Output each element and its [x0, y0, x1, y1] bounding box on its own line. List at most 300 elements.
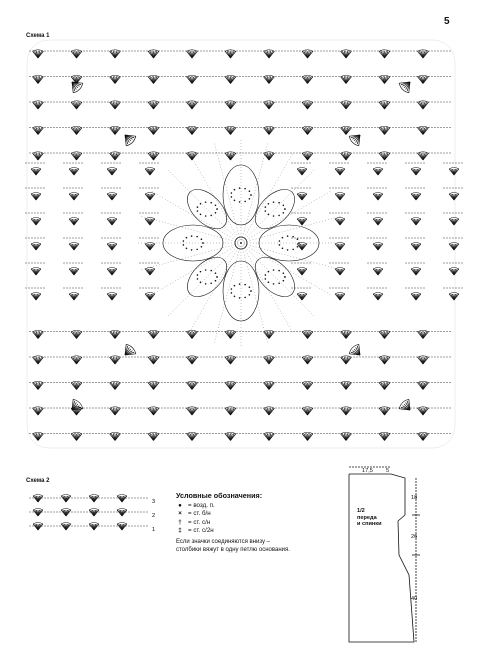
chain-dot: [291, 262, 292, 263]
chain-dot: [197, 76, 198, 77]
chain-dot: [86, 382, 87, 383]
chain-dot: [294, 187, 295, 188]
chain-dot: [89, 152, 90, 153]
chain-dot: [134, 433, 135, 434]
chain-dot: [374, 407, 375, 408]
chain-dot: [146, 407, 147, 408]
chain-dot: [437, 407, 438, 408]
chain-dot: [446, 331, 447, 332]
chain-dot: [335, 162, 336, 163]
chain-dot: [320, 433, 321, 434]
chain-dot: [251, 382, 252, 383]
chain-dot: [347, 187, 348, 188]
chain-dot: [185, 127, 186, 128]
part-fraction: 1/2: [357, 508, 365, 514]
chain-dot: [167, 76, 168, 77]
chain-dot: [416, 407, 417, 408]
chain-dot: [134, 127, 135, 128]
chain-dot: [411, 187, 412, 188]
chain-dot: [306, 262, 307, 263]
chain-dot: [299, 356, 300, 357]
chain-dot: [170, 76, 171, 77]
chain-dot: [173, 356, 174, 357]
chain-dot: [197, 50, 198, 51]
chain-dot: [367, 237, 368, 238]
chain-dot: [443, 237, 444, 238]
chain-dot: [29, 511, 30, 512]
chain-dot: [434, 101, 435, 102]
chain-dot: [251, 433, 252, 434]
chain-dot: [443, 287, 444, 288]
chain-dot: [353, 50, 354, 51]
chain-dot: [239, 407, 240, 408]
chain-dot: [34, 162, 35, 163]
chain-dot: [44, 511, 45, 512]
chain-dot: [296, 152, 297, 153]
chain-dot: [125, 50, 126, 51]
chain-dot: [294, 162, 295, 163]
chain-dot: [191, 101, 192, 102]
chain-dot: [86, 331, 87, 332]
stitch-fan: [145, 168, 155, 176]
radial-chain: [167, 169, 241, 243]
chain-dot: [148, 287, 149, 288]
chain-dot: [170, 356, 171, 357]
chain-dot: [209, 101, 210, 102]
chain-dot: [92, 356, 93, 357]
chain-dot: [320, 76, 321, 77]
chain-dot: [254, 356, 255, 357]
chain-dot: [215, 50, 216, 51]
chain-dot: [146, 525, 147, 526]
chain-dot: [98, 101, 99, 102]
chain-dot: [125, 101, 126, 102]
chain-dot: [29, 382, 30, 383]
chain-dot: [458, 262, 459, 263]
chain-dot: [137, 76, 138, 77]
chain-dot: [221, 50, 222, 51]
chain-dot: [236, 101, 237, 102]
chain-dot: [209, 50, 210, 51]
chain-dot: [377, 331, 378, 332]
chain-dot: [139, 262, 140, 263]
chain-dot: [254, 331, 255, 332]
chain-dot: [116, 287, 117, 288]
stitch-fan: [71, 101, 82, 109]
chain-dot: [66, 187, 67, 188]
chain-dot: [113, 237, 114, 238]
chain-dot: [75, 237, 76, 238]
chain-dot: [335, 382, 336, 383]
chain-dot: [221, 356, 222, 357]
chain-dot: [365, 127, 366, 128]
chain-dot: [296, 382, 297, 383]
chain-dot: [69, 262, 70, 263]
chain-dot: [385, 212, 386, 213]
chain-dot: [332, 50, 333, 51]
chain-dot: [104, 237, 105, 238]
chain-dot: [377, 356, 378, 357]
chain-dot: [269, 433, 270, 434]
chain-dot: [407, 433, 408, 434]
chain-dot: [386, 76, 387, 77]
chain-dot: [423, 237, 424, 238]
chain-dot: [414, 162, 415, 163]
chain-dot: [98, 76, 99, 77]
chain-dot: [113, 76, 114, 77]
chain-dot: [38, 407, 39, 408]
chain-dot: [332, 101, 333, 102]
chain-dot: [383, 152, 384, 153]
chain-dot: [251, 101, 252, 102]
chain-dot: [170, 382, 171, 383]
stitch-fan: [449, 218, 459, 226]
stitch-fan: [373, 193, 383, 201]
chain-dot: [458, 162, 459, 163]
chain-dot: [449, 262, 450, 263]
chain-dot: [101, 407, 102, 408]
chain-dot: [128, 382, 129, 383]
chain-dot: [398, 76, 399, 77]
chain-dot: [173, 127, 174, 128]
chain-dot: [371, 407, 372, 408]
chain-dot: [107, 127, 108, 128]
chain-dot: [269, 101, 270, 102]
chain-dot: [104, 101, 105, 102]
chain-dot: [367, 212, 368, 213]
chain-dot: [98, 127, 99, 128]
chain-dot: [143, 50, 144, 51]
chain-dot: [367, 162, 368, 163]
chain-dot: [401, 76, 402, 77]
chain-dot: [203, 127, 204, 128]
chain-dot: [227, 433, 228, 434]
chain-dot: [443, 382, 444, 383]
stitch-fan: [302, 152, 313, 160]
chain-dot: [170, 407, 171, 408]
chain-dot: [437, 76, 438, 77]
chain-dot: [374, 356, 375, 357]
dim-armhole: 18: [411, 495, 418, 501]
stitch-fan: [297, 193, 307, 201]
chain-dot: [62, 101, 63, 102]
chain-dot: [423, 162, 424, 163]
chain-dot: [161, 152, 162, 153]
chain-dot: [74, 511, 75, 512]
chain-dot: [146, 331, 147, 332]
chain-dot: [185, 50, 186, 51]
chain-dot: [29, 127, 30, 128]
chain-dot: [431, 331, 432, 332]
chain-dot: [164, 50, 165, 51]
chain-dot: [452, 212, 453, 213]
chain-dot: [173, 50, 174, 51]
chain-dot: [37, 212, 38, 213]
chain-dot: [236, 356, 237, 357]
chain-dot: [291, 237, 292, 238]
chain-dot: [107, 262, 108, 263]
chain-dot: [134, 407, 135, 408]
chain-dot: [197, 433, 198, 434]
chain-dot: [251, 152, 252, 153]
chain-dot: [320, 331, 321, 332]
scheme2-row-numbers: [152, 499, 155, 533]
chain-dot: [185, 331, 186, 332]
chain-dot: [155, 331, 156, 332]
chain-dot: [107, 511, 108, 512]
chain-dot: [299, 76, 300, 77]
chain-dot: [116, 212, 117, 213]
legend-text: = ст. с/2н: [188, 526, 214, 534]
chain-dot: [242, 407, 243, 408]
chain-dot: [299, 152, 300, 153]
chain-dot: [382, 287, 383, 288]
chain-dot: [38, 127, 39, 128]
chain-dot: [377, 152, 378, 153]
chain-dot: [43, 287, 44, 288]
chain-dot: [290, 152, 291, 153]
chain-dot: [416, 101, 417, 102]
chain-dot: [110, 187, 111, 188]
chain-dot: [152, 127, 153, 128]
stitch-fan: [302, 407, 313, 415]
chain-dot: [287, 331, 288, 332]
chain-dot: [374, 152, 375, 153]
chain-dot: [142, 262, 143, 263]
chain-dot: [428, 407, 429, 408]
chain-dot: [257, 101, 258, 102]
chain-dot: [37, 262, 38, 263]
chain-dot: [206, 152, 207, 153]
chain-dot: [128, 152, 129, 153]
chain-dot: [92, 433, 93, 434]
chain-dot: [353, 76, 354, 77]
chain-dot: [72, 237, 73, 238]
chain-dot: [107, 50, 108, 51]
chain-dot: [86, 497, 87, 498]
chain-dot: [140, 101, 141, 102]
chain-dot: [335, 433, 336, 434]
chain-dot: [38, 331, 39, 332]
chain-dot: [359, 152, 360, 153]
chain-dot: [80, 525, 81, 526]
chain-dot: [218, 433, 219, 434]
chain-dot: [137, 382, 138, 383]
stitch-fan: [411, 243, 421, 251]
chain-dot: [173, 152, 174, 153]
chain-dot: [215, 433, 216, 434]
chain-dot: [119, 212, 120, 213]
chain-dot: [125, 356, 126, 357]
chain-dot: [353, 127, 354, 128]
chain-dot: [154, 162, 155, 163]
chain-dot: [101, 127, 102, 128]
chain-dot: [47, 382, 48, 383]
chain-dot: [113, 511, 114, 512]
chain-dot: [452, 262, 453, 263]
chain-dot: [410, 152, 411, 153]
chain-dot: [221, 127, 222, 128]
chain-dot: [365, 76, 366, 77]
chain-dot: [185, 152, 186, 153]
chain-dot: [392, 76, 393, 77]
chain-dot: [317, 152, 318, 153]
chain-dot: [221, 331, 222, 332]
chain-dot: [203, 76, 204, 77]
chain-dot: [122, 331, 123, 332]
chain-dot: [101, 101, 102, 102]
chain-dot: [107, 76, 108, 77]
chain-dot: [413, 356, 414, 357]
chain-dot: [437, 331, 438, 332]
chain-dot: [392, 101, 393, 102]
chain-dot: [113, 262, 114, 263]
chain-dot: [251, 50, 252, 51]
chain-dot: [53, 101, 54, 102]
chain-dot: [371, 76, 372, 77]
chain-dot: [119, 162, 120, 163]
chain-dot: [101, 525, 102, 526]
chain-dot: [291, 162, 292, 163]
chain-dot: [323, 101, 324, 102]
chain-dot: [374, 50, 375, 51]
chain-dot: [179, 101, 180, 102]
chain-dot: [410, 407, 411, 408]
chain-dot: [377, 433, 378, 434]
chain-dot: [98, 382, 99, 383]
stitch-fan: [69, 293, 79, 301]
chain-dot: [113, 187, 114, 188]
chain-dot: [95, 382, 96, 383]
chain-dot: [68, 356, 69, 357]
chain-dot: [203, 407, 204, 408]
chain-dot: [306, 162, 307, 163]
chain-dot: [320, 407, 321, 408]
chain-dot: [68, 152, 69, 153]
chain-dot: [145, 287, 146, 288]
chain-dot: [257, 50, 258, 51]
chain-dot: [104, 407, 105, 408]
chain-dot: [146, 356, 147, 357]
chain-dot: [95, 152, 96, 153]
chain-dot: [443, 101, 444, 102]
chain-dot: [287, 382, 288, 383]
chain-dot: [362, 407, 363, 408]
chain-dot: [200, 356, 201, 357]
chain-dot: [395, 152, 396, 153]
chain-dot: [338, 101, 339, 102]
chain-dot: [173, 331, 174, 332]
chain-dot: [176, 331, 177, 332]
chain-dot: [200, 152, 201, 153]
chain-dot: [260, 356, 261, 357]
chain-dot: [440, 101, 441, 102]
chain-dot: [185, 76, 186, 77]
chain-dot: [101, 497, 102, 498]
chain-dot: [449, 382, 450, 383]
chain-dot: [28, 262, 29, 263]
stitch-fan: [411, 268, 421, 276]
chain-dot: [137, 127, 138, 128]
chain-dot: [248, 101, 249, 102]
chain-dot: [59, 525, 60, 526]
chain-dot: [62, 433, 63, 434]
stitch-fan: [373, 168, 383, 176]
chain-dot: [152, 152, 153, 153]
chain-dot: [443, 433, 444, 434]
chain-dot: [143, 497, 144, 498]
chain-dot: [248, 331, 249, 332]
chain-dot: [461, 187, 462, 188]
chain-dot: [385, 287, 386, 288]
chain-dot: [398, 152, 399, 153]
chain-dot: [386, 407, 387, 408]
chain-dot: [440, 433, 441, 434]
chain-dot: [191, 152, 192, 153]
chain-dot: [383, 382, 384, 383]
chain-dot: [53, 433, 54, 434]
chain-dot: [414, 262, 415, 263]
chain-dot: [284, 152, 285, 153]
chain-dot: [31, 187, 32, 188]
chain-dot: [68, 407, 69, 408]
chain-dot: [446, 262, 447, 263]
chain-dot: [151, 262, 152, 263]
chain-dot: [287, 407, 288, 408]
radial-chain: [241, 169, 315, 243]
chain-dot: [122, 382, 123, 383]
chain-dot: [281, 433, 282, 434]
chain-dot: [414, 237, 415, 238]
chain-dot: [92, 127, 93, 128]
chain-dot: [446, 152, 447, 153]
chain-dot: [278, 331, 279, 332]
chain-dot: [332, 287, 333, 288]
chain-dot: [37, 187, 38, 188]
chain-dot: [290, 356, 291, 357]
chain-dot: [206, 50, 207, 51]
chain-dot: [376, 212, 377, 213]
chain-dot: [239, 433, 240, 434]
chain-dot: [368, 356, 369, 357]
chain-dot: [296, 101, 297, 102]
chain-dot: [86, 356, 87, 357]
radial-chain: [241, 243, 342, 270]
chain-dot: [29, 356, 30, 357]
chain-dot: [323, 433, 324, 434]
chain-dot: [446, 127, 447, 128]
chain-dot: [323, 331, 324, 332]
chain-dot: [182, 76, 183, 77]
chain-dot: [373, 262, 374, 263]
chain-dot: [125, 152, 126, 153]
chain-dot: [356, 331, 357, 332]
chain-dot: [428, 152, 429, 153]
chain-dot: [56, 101, 57, 102]
stitch-fan: [117, 495, 127, 503]
chain-dot: [383, 356, 384, 357]
chain-dot: [209, 433, 210, 434]
chain-dot: [410, 433, 411, 434]
chain-dot: [128, 497, 129, 498]
chain-dot: [452, 187, 453, 188]
chain-dot: [146, 101, 147, 102]
chain-dot: [410, 127, 411, 128]
chain-dot: [221, 433, 222, 434]
chain-dot: [28, 287, 29, 288]
chain-dot: [294, 212, 295, 213]
chain-dot: [446, 287, 447, 288]
